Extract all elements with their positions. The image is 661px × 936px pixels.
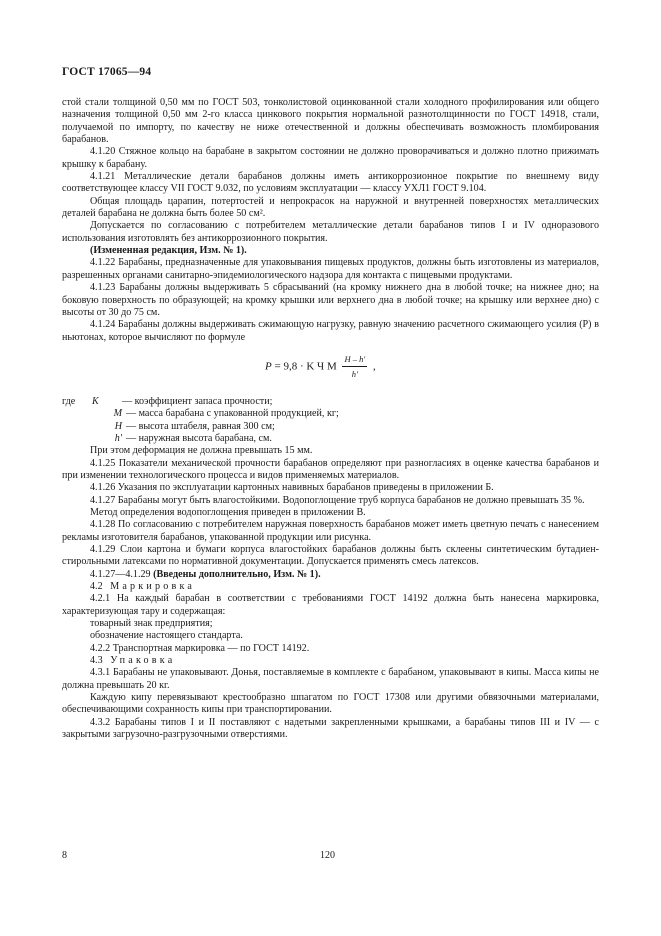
paragraph: 4.1.23 Барабаны должны выдерживать 5 сбрасываний (на кромку нижнего дна в любой точке; на нижнее дно; на боковую поверхность по образующей; на кромку крышки или верхнего дна в любой точке; на крышку или верхнее дно) с высоты от 30 до 75 см. (62, 282, 599, 318)
paragraph: 4.2.1 На каждый барабан в соответствии с требованиями ГОСТ 14192 должна быть нанесена маркировка, характеризующая тару и содержащая: (62, 593, 599, 617)
paragraph: 4.1.24 Барабаны должны выдерживать сжимающую нагрузку, равную значению расчетного сжимающего усилия (P) в ньютонах, которое вычисляют по формуле (62, 319, 599, 343)
amendment-note: (Измененная редакция, Изм. № 1). (90, 245, 247, 257)
paragraph: 4.1.28 По согласованию с потребителем наружная поверхность барабанов может иметь цветную печать с нанесением рекламы изготовителя барабанов, упакованной продукции или рисунка. (62, 519, 599, 543)
formula-tail: , (372, 360, 376, 373)
formula-eq: = 9,8 · K Ч M (274, 360, 337, 373)
where-text: — наружная высота барабана, см. (126, 432, 272, 444)
paragraph: Общая площадь царапин, потертостей и непрокрасок на наружной и внутренней поверхностях металлических деталей барабана не должна быть более 50 см². (62, 195, 599, 220)
formula-numerator: H – h' (342, 353, 367, 367)
paragraph: Каждую кипу перевязывают крестообразно шпагатом по ГОСТ 17308 или другими обвязочными материалами, обеспечивающими сохранность кипы при транспортировании. (62, 692, 599, 716)
where-symbol: M (113, 408, 122, 420)
where-symbol: K (92, 395, 99, 407)
page-number-center: 120 (320, 850, 335, 861)
clause-range: 4.1.27—4.1.29 (90, 568, 151, 580)
formula (265, 353, 376, 381)
where-row (62, 408, 599, 420)
list-item: товарный знак предприятия; (90, 618, 213, 630)
amendment-note (62, 569, 599, 581)
where-row (62, 433, 599, 445)
paragraph: стой стали толщиной 0,50 мм по ГОСТ 503, тонколистовой оцинкованной стали холодного профилирования или общего назначения толщиной 0,50 мм 2-го класса цинкового покрытия нормальной разнотолщинности по ГОСТ 14918, стали, получаемой по импорту, по качеству не ниже отечественной и должны обеспечивать возможность пломбирования барабанов. (62, 97, 599, 146)
section-number: 4.3 (90, 655, 103, 667)
where-symbol: H (114, 420, 122, 432)
formula-lhs: P (265, 360, 272, 373)
paragraph: Метод определения водопоглощения приведен в приложении В. (90, 506, 366, 518)
paragraph: 4.1.27 Барабаны могут быть влагостойкими. Водопоглощение труб корпуса барабанов не должно превышать 35 %. (90, 494, 585, 506)
list-item: обозначение настоящего стандарта. (90, 630, 243, 642)
where-text: — коэффициент запаса прочности; (122, 395, 273, 407)
paragraph: 4.1.20 Стяжное кольцо на барабане в закрытом состоянии не должно проворачиваться и должно плотно прижимать крышку к барабану. (62, 146, 599, 170)
paragraph: При этом деформация не должна превышать 15 мм. (90, 445, 313, 457)
section-heading (62, 581, 599, 593)
formula-block (62, 344, 599, 396)
section-title: Маркировка (110, 581, 196, 593)
paragraph: 4.1.21 Металлические детали барабанов должны иметь антикоррозионное покрытие по внешнему виду соответствующее классу VII ГОСТ 9.032, по условиям эксплуатации — классу УХЛ1 ГОСТ 9.104. (62, 171, 599, 195)
where-row (62, 396, 599, 408)
section-title: Упаковка (110, 655, 176, 667)
paragraph: 4.2.2 Транспортная маркировка — по ГОСТ 14192. (90, 642, 310, 654)
where-intro: где (62, 395, 76, 407)
document-body (62, 97, 599, 742)
paragraph: 4.1.26 Указания по эксплуатации картонных навивных барабанов приведены в приложении Б. (90, 482, 494, 494)
paragraph: 4.3.1 Барабаны не упаковывают. Донья, поставляемые в комплекте с барабаном, упаковывают в кипы. Масса кипы не должна превышать 20 кг. (62, 667, 599, 691)
paragraph: 4.1.29 Слои картона и бумаги корпуса влагостойких барабанов должны быть склеены синтетическим бутадиен-стирольными латексами по нормативной документации. Допускается применять смесь латексов. (62, 544, 599, 568)
where-text: — высота штабеля, равная 300 см; (126, 420, 275, 432)
amendment-text: (Введены дополнительно, Изм. № 1). (153, 568, 321, 580)
paragraph: 4.3.2 Барабаны типов I и II поставляют с надетыми закрепленными крышками, а барабаны типов III и IV — с закрытыми загрузочно-разгрузочными отверстиями. (62, 716, 599, 741)
where-list (62, 396, 599, 445)
paragraph: 4.1.22 Барабаны, предназначенные для упаковывания пищевых продуктов, должны быть изготовлены из материалов, разрешенных органами санитарно-эпидемиологического надзора для контакта с пищевыми продуктами. (62, 257, 599, 281)
page-number-left: 8 (62, 850, 67, 861)
paragraph: Допускается по согласованию с потребителем металлические детали барабанов типов I и IV одноразового использования изготовлять без антикоррозионного покрытия. (62, 220, 599, 244)
formula-fraction (342, 353, 367, 381)
paragraph: 4.1.25 Показатели механической прочности барабанов определяют при разногласиях в оценке качества барабанов и при изменении технологического процесса и видов применяемых материалов. (62, 457, 599, 481)
where-row (62, 421, 599, 433)
where-text: — масса барабана с упакованной продукцией, кг; (126, 408, 339, 420)
formula-denominator: h' (351, 369, 358, 380)
where-symbol: h' (114, 432, 122, 444)
document-header: ГОСТ 17065—94 (62, 66, 152, 78)
section-number: 4.2 (90, 581, 103, 593)
section-heading (62, 655, 599, 667)
